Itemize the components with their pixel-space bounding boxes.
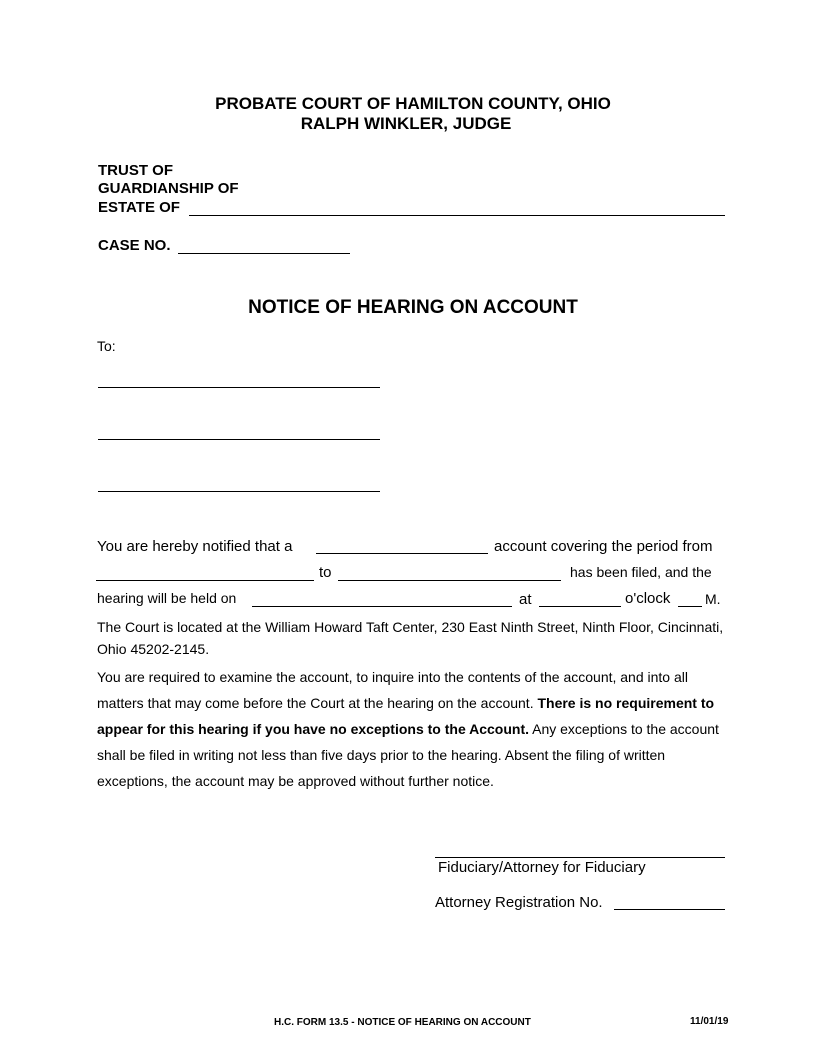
- account-type-field[interactable]: [316, 553, 488, 554]
- trust-of-label: TRUST OF: [98, 162, 173, 179]
- to-label: To:: [97, 338, 116, 354]
- footer-form-id: H.C. FORM 13.5 - NOTICE OF HEARING ON ACCOUNT: [274, 1017, 531, 1028]
- fiduciary-signature-field[interactable]: [435, 857, 725, 858]
- guardianship-of-label: GUARDIANSHIP OF: [98, 180, 239, 197]
- notice-at-label: at: [519, 591, 532, 608]
- period-from-field[interactable]: [96, 580, 314, 581]
- hearing-date-field[interactable]: [252, 606, 512, 607]
- period-to-field[interactable]: [338, 580, 561, 581]
- notice-m-label: M.: [705, 591, 721, 607]
- case-number-field[interactable]: [178, 253, 350, 254]
- hearing-time-field[interactable]: [539, 606, 621, 607]
- notice-to-label: to: [319, 564, 332, 581]
- judge-name: RALPH WINKLER, JUDGE: [300, 114, 512, 133]
- exceptions-paragraph: [97, 664, 725, 794]
- attorney-registration-field[interactable]: [614, 909, 725, 910]
- notice-line1-start: You are hereby notified that a: [97, 538, 293, 555]
- notice-line2-end: has been filed, and the: [570, 564, 712, 580]
- am-pm-field[interactable]: [678, 606, 702, 607]
- estate-name-field[interactable]: [189, 215, 725, 216]
- court-name: PROBATE COURT OF HAMILTON COUNTY, OHIO: [215, 94, 611, 113]
- recipient-field-3[interactable]: [98, 491, 380, 492]
- exceptions-text-2: Any exceptions to the account shall be filed in writing not less than five days prior to the hearing. Absent the filing of written exceptions, the account may be approved without further notice.: [97, 721, 719, 789]
- attorney-registration-label: Attorney Registration No.: [435, 894, 603, 911]
- fiduciary-label: Fiduciary/Attorney for Fiduciary: [438, 859, 646, 876]
- notice-oclock-label: o'clock: [625, 590, 671, 607]
- no-appearance-required-text: There is no requirement to appear for this hearing if you have no exceptions to the Account.: [97, 695, 715, 737]
- notice-line1-end: account covering the period from: [494, 538, 713, 555]
- recipient-field-2[interactable]: [98, 439, 380, 440]
- footer-revision-date: 11/01/19: [690, 1016, 729, 1027]
- recipient-field-1[interactable]: [98, 387, 380, 388]
- exceptions-text-1: You are required to examine the account, to inquire into the contents of the account, and into all matters that may come before the Court at the hearing on the account.: [97, 669, 688, 711]
- estate-of-label: ESTATE OF: [98, 199, 180, 216]
- notice-line3-start: hearing will be held on: [97, 590, 237, 606]
- case-no-label: CASE NO.: [98, 237, 171, 254]
- page-title: NOTICE OF HEARING ON ACCOUNT: [248, 297, 578, 318]
- court-location-text: The Court is located at the William Howard Taft Center, 230 East Ninth Street, Ninth Floor, Cincinnati, Ohio 45202-2145.: [97, 619, 724, 657]
